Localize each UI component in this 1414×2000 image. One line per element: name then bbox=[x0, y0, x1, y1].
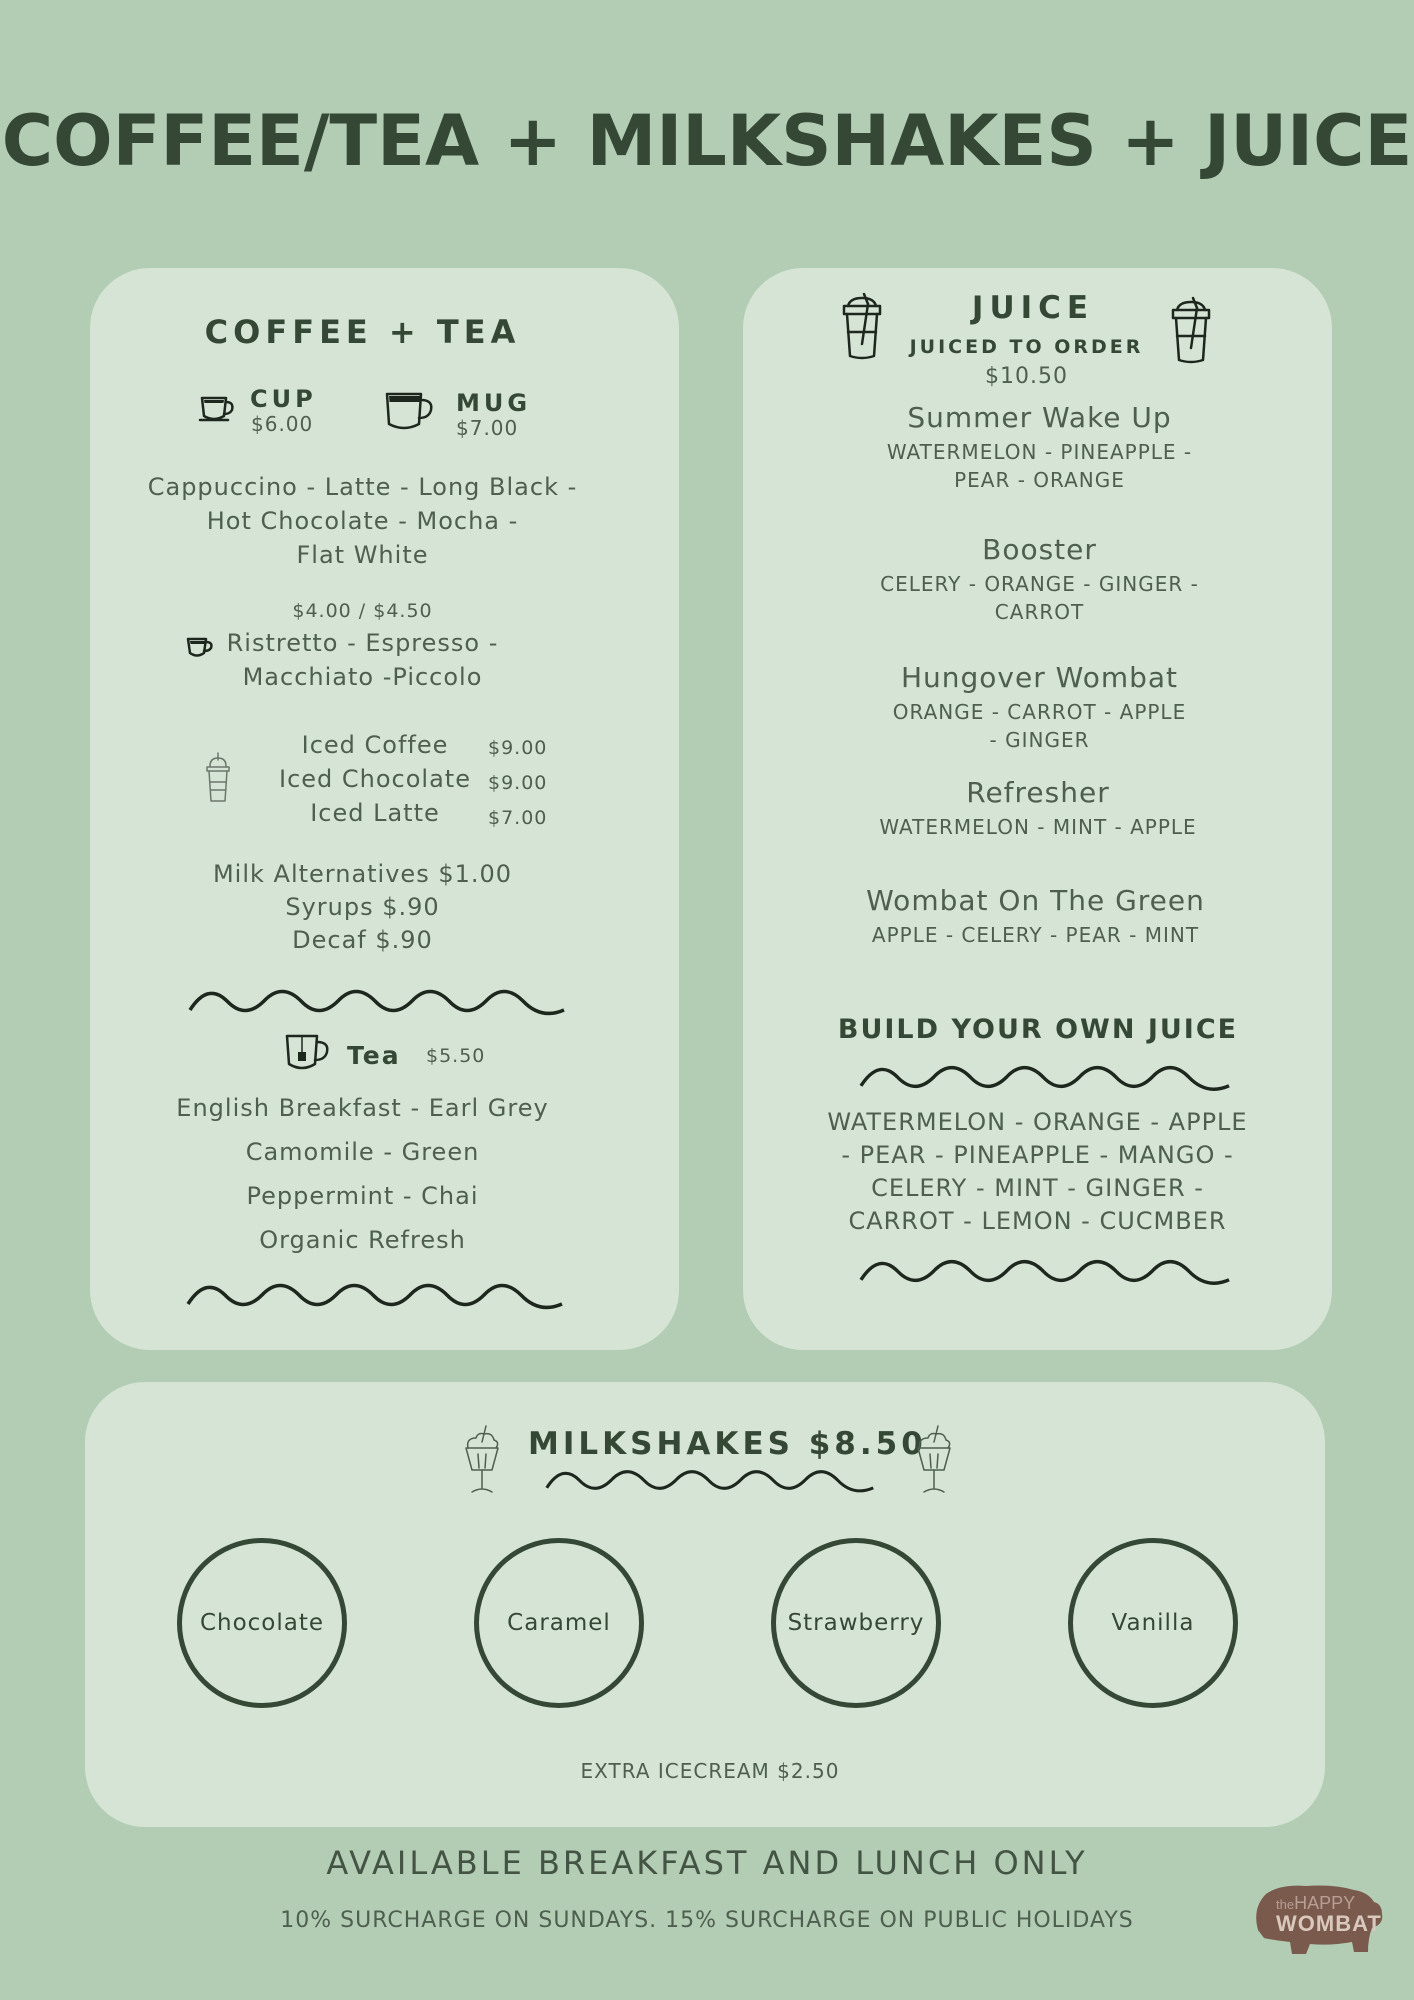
juice-item-ingredients: - GINGER bbox=[989, 728, 1090, 752]
availability-note: AVAILABLE BREAKFAST AND LUNCH ONLY bbox=[326, 1844, 1088, 1882]
iced-item-name: Iced Coffee bbox=[301, 731, 449, 759]
juice-item bbox=[743, 884, 1328, 949]
iced-item-name: Iced Latte bbox=[310, 799, 440, 827]
happy-wombat-logo bbox=[1250, 1880, 1390, 1960]
mug-icon bbox=[383, 388, 437, 434]
juice-panel bbox=[743, 268, 1332, 1350]
tea-line: English Breakfast - Earl Grey bbox=[176, 1094, 549, 1122]
iced-item-name: Iced Chocolate bbox=[279, 765, 471, 793]
juice-item-ingredients: ORANGE - CARROT - APPLE bbox=[892, 700, 1187, 724]
juice-item bbox=[743, 661, 1336, 754]
iced-drink-icon bbox=[203, 752, 233, 804]
cup-icon bbox=[198, 390, 238, 426]
juice-item-name: Wombat On The Green bbox=[866, 884, 1205, 917]
wave-divider bbox=[859, 1062, 1231, 1092]
milkshakes-heading: MILKSHAKES $8.50 bbox=[528, 1426, 927, 1462]
iced-list bbox=[275, 728, 475, 830]
wave-divider bbox=[188, 986, 566, 1016]
juice-item-name: Refresher bbox=[966, 776, 1110, 809]
wave-divider bbox=[545, 1466, 875, 1494]
milkshake-flavour: Caramel bbox=[474, 1538, 644, 1708]
wave-divider bbox=[859, 1256, 1231, 1286]
milkshake-flavour: Strawberry bbox=[771, 1538, 941, 1708]
cup-price: $6.00 bbox=[251, 412, 314, 436]
juice-item-name: Summer Wake Up bbox=[907, 401, 1172, 434]
logo-the: the bbox=[1276, 1897, 1295, 1912]
build-juice-line: WATERMELON - ORANGE - APPLE bbox=[827, 1108, 1248, 1136]
extras-line: Decaf $.90 bbox=[292, 926, 433, 954]
iced-item-price: $9.00 bbox=[488, 772, 548, 794]
juice-item-name: Booster bbox=[982, 533, 1097, 566]
juice-item-ingredients: CARROT bbox=[994, 600, 1085, 624]
tea-list bbox=[90, 1086, 635, 1262]
tea-line: Peppermint - Chai bbox=[246, 1182, 479, 1210]
build-juice-heading: BUILD YOUR OWN JUICE bbox=[837, 1014, 1239, 1045]
extras-list bbox=[90, 858, 635, 957]
juice-cup-icon bbox=[1169, 296, 1213, 366]
tea-line: Camomile - Green bbox=[245, 1138, 480, 1166]
milkshake-glass-icon bbox=[460, 1424, 504, 1498]
juice-item-ingredients: PEAR - ORANGE bbox=[954, 468, 1125, 492]
juice-item bbox=[743, 533, 1336, 626]
extra-icecream: EXTRA ICECREAM $2.50 bbox=[580, 1759, 840, 1783]
logo-text bbox=[1276, 1893, 1382, 1936]
iced-item-price: $7.00 bbox=[488, 807, 548, 829]
coffee-tea-panel bbox=[90, 268, 679, 1350]
build-juice-list bbox=[743, 1106, 1332, 1238]
tea-line: Organic Refresh bbox=[259, 1226, 466, 1254]
juice-item-ingredients: APPLE - CELERY - PEAR - MINT bbox=[871, 923, 1200, 947]
juice-subheading: JUICED TO ORDER bbox=[909, 336, 1144, 358]
extras-line: Syrups $.90 bbox=[285, 893, 440, 921]
juice-item bbox=[743, 401, 1336, 494]
wave-divider bbox=[186, 1280, 564, 1310]
juice-item-ingredients: WATERMELON - MINT - APPLE bbox=[879, 815, 1197, 839]
milk-drinks-line: Cappuccino - Latte - Long Black - bbox=[147, 473, 578, 501]
menu-title: COFFEE/TEA + MILKSHAKES + JUICE bbox=[1, 100, 1413, 182]
cup-label: CUP bbox=[250, 385, 317, 413]
extras-line: Milk Alternatives $1.00 bbox=[212, 860, 513, 888]
juice-item bbox=[743, 776, 1333, 841]
logo-happy: HAPPY bbox=[1294, 1893, 1356, 1913]
milkshake-glass-icon bbox=[912, 1424, 956, 1498]
mug-price: $7.00 bbox=[456, 416, 519, 440]
juice-item-name: Hungover Wombat bbox=[900, 661, 1179, 694]
milk-drinks-line: Flat White bbox=[296, 541, 429, 569]
milkshake-flavour: Chocolate bbox=[177, 1538, 347, 1708]
milk-drinks-list bbox=[90, 470, 635, 572]
tea-label: Tea bbox=[347, 1041, 401, 1070]
build-juice-line: CARROT - LEMON - CUCMBER bbox=[848, 1207, 1227, 1235]
juice-price: $10.50 bbox=[985, 364, 1068, 389]
logo-wombat: WOMBAT bbox=[1276, 1911, 1382, 1936]
coffee-heading: COFFEE + TEA bbox=[204, 313, 521, 351]
tea-price: $5.50 bbox=[426, 1045, 486, 1067]
milk-drinks-line: Hot Chocolate - Mocha - bbox=[206, 507, 519, 535]
iced-prices bbox=[488, 731, 547, 836]
build-juice-line: - PEAR - PINEAPPLE - MANGO - bbox=[841, 1141, 1234, 1169]
juice-item-ingredients: WATERMELON - PINEAPPLE - bbox=[886, 440, 1193, 464]
short-drinks-line: Macchiato -Piccolo bbox=[242, 663, 483, 691]
mug-label: MUG bbox=[456, 389, 532, 417]
short-drinks-price: $4.00 / $4.50 bbox=[292, 600, 433, 622]
surcharge-note: 10% SURCHARGE ON SUNDAYS. 15% SURCHARGE ON PUBLIC HOLIDAYS bbox=[280, 1908, 1134, 1933]
build-juice-line: CELERY - MINT - GINGER - bbox=[871, 1174, 1204, 1202]
juice-item-ingredients: CELERY - ORANGE - GINGER - bbox=[880, 572, 1199, 596]
teacup-icon bbox=[283, 1030, 335, 1076]
iced-item-price: $9.00 bbox=[488, 737, 548, 759]
milkshakes-panel bbox=[85, 1382, 1325, 1827]
short-drinks-list bbox=[90, 626, 635, 694]
short-drinks-line: Ristretto - Espresso - bbox=[226, 629, 499, 657]
juice-heading: JUICE bbox=[971, 290, 1095, 326]
milkshake-flavour: Vanilla bbox=[1068, 1538, 1238, 1708]
